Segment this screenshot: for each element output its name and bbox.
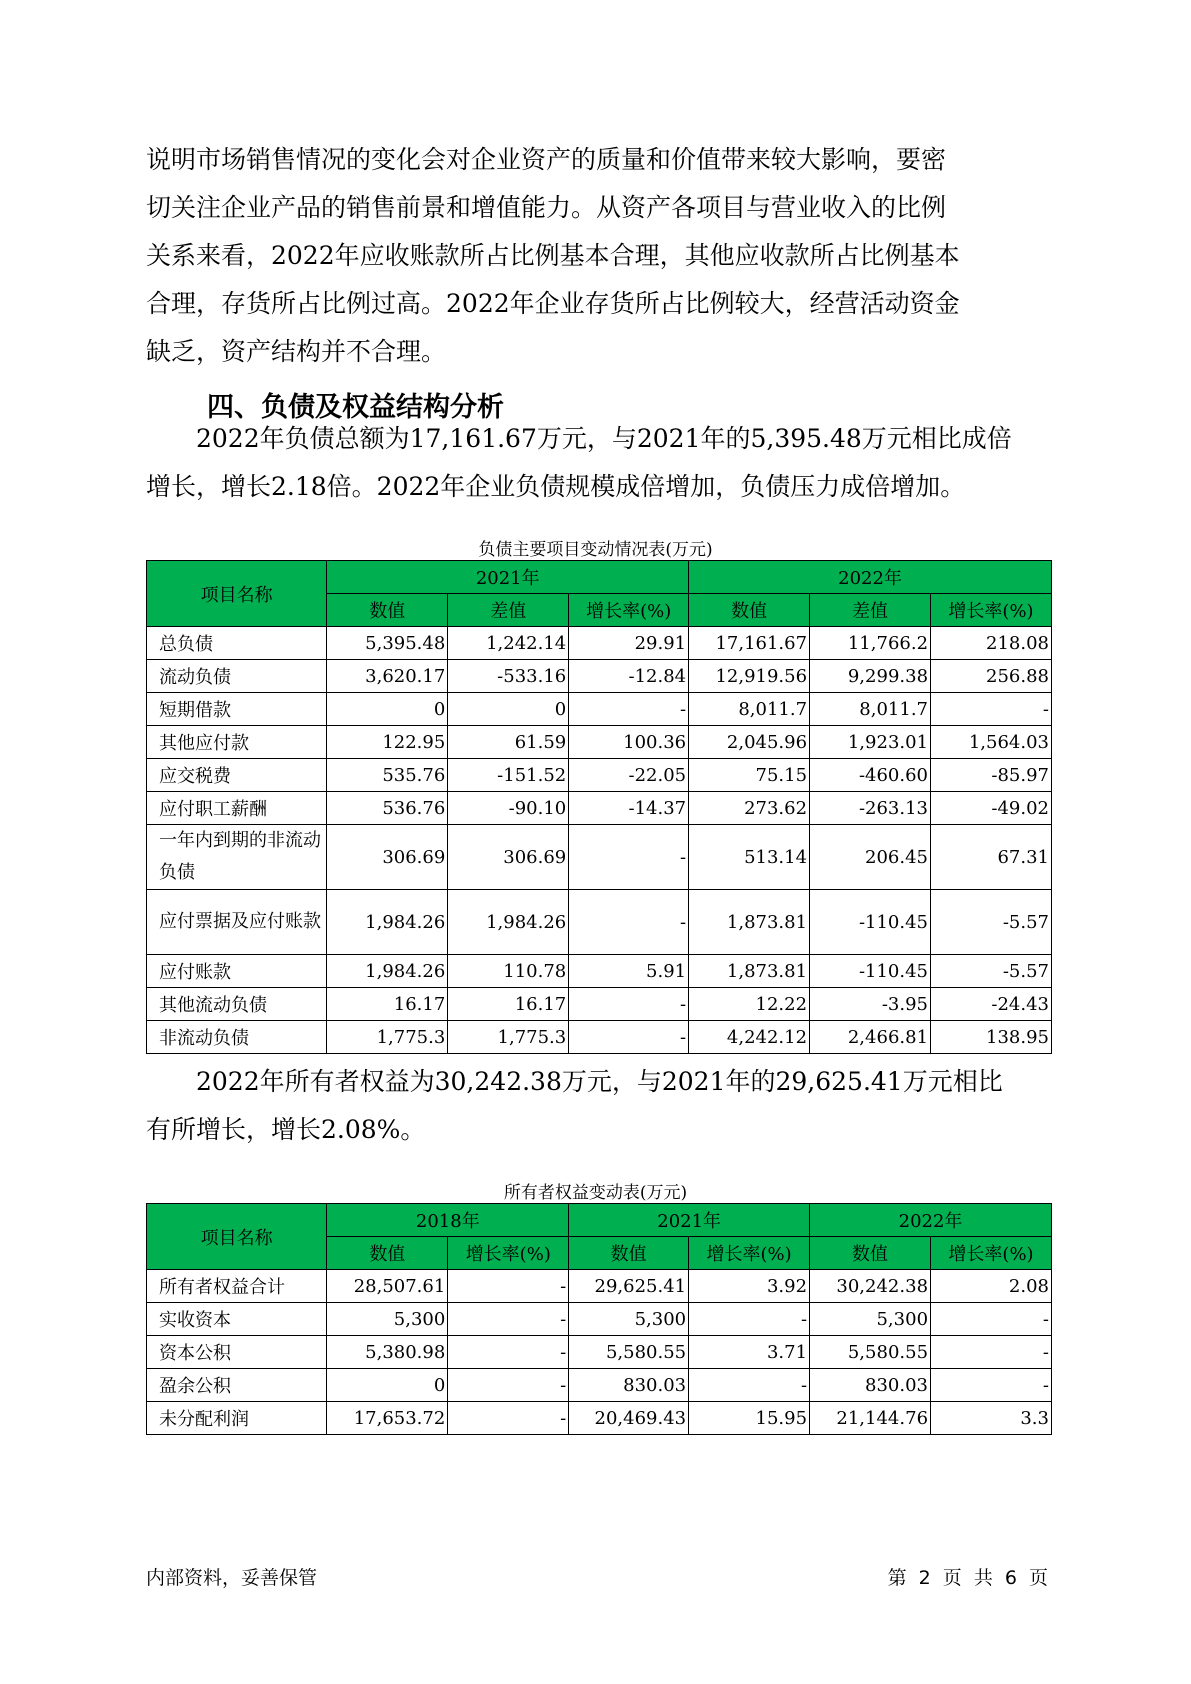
text-line: 增长，增长2.18倍。2022年企业负债规模成倍增加，负债压力成倍增加。 <box>146 472 966 501</box>
table-cell: 0 <box>327 693 448 726</box>
table-cell: 513.14 <box>689 825 810 890</box>
table-row <box>147 1402 1052 1435</box>
table-cell: - <box>569 693 689 726</box>
table-cell: 1,984.26 <box>448 890 569 955</box>
row-label: 未分配利润 <box>147 1402 327 1435</box>
table-cell: - <box>931 1336 1052 1369</box>
row-label: 实收资本 <box>147 1303 327 1336</box>
column-header: 增长率(%) <box>931 594 1052 627</box>
table-cell: 0 <box>448 693 569 726</box>
table-cell: 30,242.38 <box>810 1270 931 1303</box>
text-line: 切关注企业产品的销售前景和增值能力。从资产各项目与营业收入的比例 <box>146 193 947 222</box>
table-cell: -533.16 <box>448 660 569 693</box>
text-line: 缺乏，资产结构并不合理。 <box>146 337 447 366</box>
table-cell: 20,469.43 <box>569 1402 689 1435</box>
table-cell: -3.95 <box>810 988 931 1021</box>
table-cell: - <box>569 1021 689 1054</box>
row-label: 资本公积 <box>147 1336 327 1369</box>
table-cell: 21,144.76 <box>810 1402 931 1435</box>
row-label: 应付职工薪酬 <box>147 792 327 825</box>
year-header: 2022年 <box>810 1204 1052 1237</box>
column-header-name: 项目名称 <box>147 1204 327 1270</box>
table-row <box>147 1303 1052 1336</box>
table-cell: 138.95 <box>931 1021 1052 1054</box>
table-cell: 12,919.56 <box>689 660 810 693</box>
table-cell: 11,766.2 <box>810 627 931 660</box>
table-cell: - <box>448 1303 569 1336</box>
table-cell: 15.95 <box>689 1402 810 1435</box>
column-header: 增长率(%) <box>448 1237 569 1270</box>
table-cell: 17,653.72 <box>327 1402 448 1435</box>
table-cell: 206.45 <box>810 825 931 890</box>
table-cell: - <box>448 1336 569 1369</box>
table-cell: 218.08 <box>931 627 1052 660</box>
table-cell: - <box>931 1303 1052 1336</box>
table-cell: 1,873.81 <box>689 890 810 955</box>
table-row <box>147 1021 1052 1054</box>
row-label: 所有者权益合计 <box>147 1270 327 1303</box>
table-row <box>147 759 1052 792</box>
table-cell: 5,300 <box>327 1303 448 1336</box>
row-label: 盈余公积 <box>147 1369 327 1402</box>
table-cell: 61.59 <box>448 726 569 759</box>
footer-confidential-note: 内部资料，妥善保管 <box>146 1567 318 1589</box>
table-cell: 1,984.26 <box>327 890 448 955</box>
text-line: 说明市场销售情况的变化会对企业资产的质量和价值带来较大影响，要密 <box>146 145 947 174</box>
table-cell: 535.76 <box>327 759 448 792</box>
column-header: 差值 <box>448 594 569 627</box>
table-cell: 1,564.03 <box>931 726 1052 759</box>
table-cell: 75.15 <box>689 759 810 792</box>
table-cell: 3.92 <box>689 1270 810 1303</box>
table-cell: 536.76 <box>327 792 448 825</box>
column-header: 差值 <box>810 594 931 627</box>
table-cell: -90.10 <box>448 792 569 825</box>
table-cell: 273.62 <box>689 792 810 825</box>
row-label: 应付票据及应付账款 <box>147 890 327 955</box>
row-label: 应付账款 <box>147 955 327 988</box>
table-cell: - <box>448 1402 569 1435</box>
row-label: 其他流动负债 <box>147 988 327 1021</box>
table-cell: 306.69 <box>327 825 448 890</box>
table-cell: 3,620.17 <box>327 660 448 693</box>
table-cell: 5,300 <box>810 1303 931 1336</box>
equity-paragraph <box>146 1058 1046 1154</box>
column-header: 数值 <box>569 1237 689 1270</box>
table-cell: -14.37 <box>569 792 689 825</box>
table-cell: 830.03 <box>569 1369 689 1402</box>
equity-table-caption: 所有者权益变动表(万元) <box>503 1183 688 1203</box>
column-header-name: 项目名称 <box>147 561 327 627</box>
table-cell: 16.17 <box>448 988 569 1021</box>
table-cell: 1,923.01 <box>810 726 931 759</box>
table-cell: 28,507.61 <box>327 1270 448 1303</box>
table-cell: 1,775.3 <box>327 1021 448 1054</box>
row-label: 短期借款 <box>147 693 327 726</box>
table-cell: -460.60 <box>810 759 931 792</box>
table-cell: 1,775.3 <box>448 1021 569 1054</box>
year-header: 2022年 <box>689 561 1052 594</box>
column-header: 增长率(%) <box>689 1237 810 1270</box>
table-row <box>147 988 1052 1021</box>
table-cell: 256.88 <box>931 660 1052 693</box>
table-cell: -85.97 <box>931 759 1052 792</box>
table-cell: -24.43 <box>931 988 1052 1021</box>
table-cell: 29.91 <box>569 627 689 660</box>
column-header: 数值 <box>810 1237 931 1270</box>
column-header: 数值 <box>327 594 448 627</box>
table-cell: 29,625.41 <box>569 1270 689 1303</box>
table-cell: 2.08 <box>931 1270 1052 1303</box>
table-cell: 9,299.38 <box>810 660 931 693</box>
table-cell: 8,011.7 <box>810 693 931 726</box>
table-cell: 17,161.67 <box>689 627 810 660</box>
table-cell: - <box>569 825 689 890</box>
table-cell: -22.05 <box>569 759 689 792</box>
table-cell: -151.52 <box>448 759 569 792</box>
row-label: 流动负债 <box>147 660 327 693</box>
year-header: 2021年 <box>569 1204 810 1237</box>
table-row <box>147 955 1052 988</box>
table-cell: 1,873.81 <box>689 955 810 988</box>
table-cell: 5,300 <box>569 1303 689 1336</box>
table-row <box>147 693 1052 726</box>
table-cell: -49.02 <box>931 792 1052 825</box>
table-row <box>147 1369 1052 1402</box>
table-cell: - <box>931 693 1052 726</box>
table-cell: -263.13 <box>810 792 931 825</box>
intro-paragraph <box>146 136 1046 376</box>
table-cell: - <box>448 1270 569 1303</box>
equity-table <box>146 1203 1052 1435</box>
column-header: 增长率(%) <box>569 594 689 627</box>
table-cell: - <box>569 988 689 1021</box>
column-header: 增长率(%) <box>931 1237 1052 1270</box>
table-cell: 3.3 <box>931 1402 1052 1435</box>
table-cell: 1,242.14 <box>448 627 569 660</box>
table-cell: 122.95 <box>327 726 448 759</box>
table-cell: 5,380.98 <box>327 1336 448 1369</box>
table-cell: -12.84 <box>569 660 689 693</box>
table-cell: 3.71 <box>689 1336 810 1369</box>
table-row <box>147 1270 1052 1303</box>
row-label: 非流动负债 <box>147 1021 327 1054</box>
table-cell: -5.57 <box>931 890 1052 955</box>
debt-paragraph <box>146 415 1046 511</box>
text-line: 有所增长，增长2.08%。 <box>146 1115 426 1144</box>
table-cell: 5,580.55 <box>569 1336 689 1369</box>
row-label: 一年内到期的非流动负债 <box>147 825 327 890</box>
table-cell: 67.31 <box>931 825 1052 890</box>
year-header: 2021年 <box>327 561 689 594</box>
table-cell: - <box>689 1369 810 1402</box>
table-cell: 100.36 <box>569 726 689 759</box>
table-cell: 5,395.48 <box>327 627 448 660</box>
text-line: 2022年所有者权益为30,242.38万元，与2021年的29,625.41万元相比 <box>146 1067 1003 1096</box>
debt-table-caption: 负债主要项目变动情况表(万元) <box>478 540 713 560</box>
row-label: 其他应付款 <box>147 726 327 759</box>
section-heading: 四、负债及权益结构分析 <box>207 392 504 423</box>
table-row <box>147 1336 1052 1369</box>
table-row <box>147 890 1052 955</box>
table-cell: - <box>689 1303 810 1336</box>
table-cell: 5.91 <box>569 955 689 988</box>
table-row <box>147 660 1052 693</box>
table-cell: 1,984.26 <box>327 955 448 988</box>
table-cell: 2,466.81 <box>810 1021 931 1054</box>
table-cell: 4,242.12 <box>689 1021 810 1054</box>
table-cell: 2,045.96 <box>689 726 810 759</box>
table-cell: 5,580.55 <box>810 1336 931 1369</box>
table-cell: 8,011.7 <box>689 693 810 726</box>
debt-table <box>146 560 1052 1054</box>
table-row <box>147 627 1052 660</box>
column-header: 数值 <box>327 1237 448 1270</box>
text-line: 合理，存货所占比例过高。2022年企业存货所占比例较大，经营活动资金 <box>146 289 960 318</box>
table-cell: 12.22 <box>689 988 810 1021</box>
table-row <box>147 825 1052 890</box>
table-cell: - <box>931 1369 1052 1402</box>
row-label: 总负债 <box>147 627 327 660</box>
text-line: 关系来看，2022年应收账款所占比例基本合理，其他应收款所占比例基本 <box>146 241 960 270</box>
footer-page-number: 第 2 页 共 6 页 <box>887 1567 1048 1589</box>
year-header: 2018年 <box>327 1204 569 1237</box>
table-cell: -110.45 <box>810 955 931 988</box>
table-cell: - <box>569 890 689 955</box>
row-label: 应交税费 <box>147 759 327 792</box>
table-row <box>147 792 1052 825</box>
table-cell: 0 <box>327 1369 448 1402</box>
table-cell: 830.03 <box>810 1369 931 1402</box>
table-cell: 306.69 <box>448 825 569 890</box>
table-cell: - <box>448 1369 569 1402</box>
table-cell: 110.78 <box>448 955 569 988</box>
text-line: 2022年负债总额为17,161.67万元，与2021年的5,395.48万元相比成倍 <box>146 424 1012 453</box>
table-cell: -5.57 <box>931 955 1052 988</box>
table-cell: -110.45 <box>810 890 931 955</box>
table-cell: 16.17 <box>327 988 448 1021</box>
column-header: 数值 <box>689 594 810 627</box>
table-row <box>147 726 1052 759</box>
